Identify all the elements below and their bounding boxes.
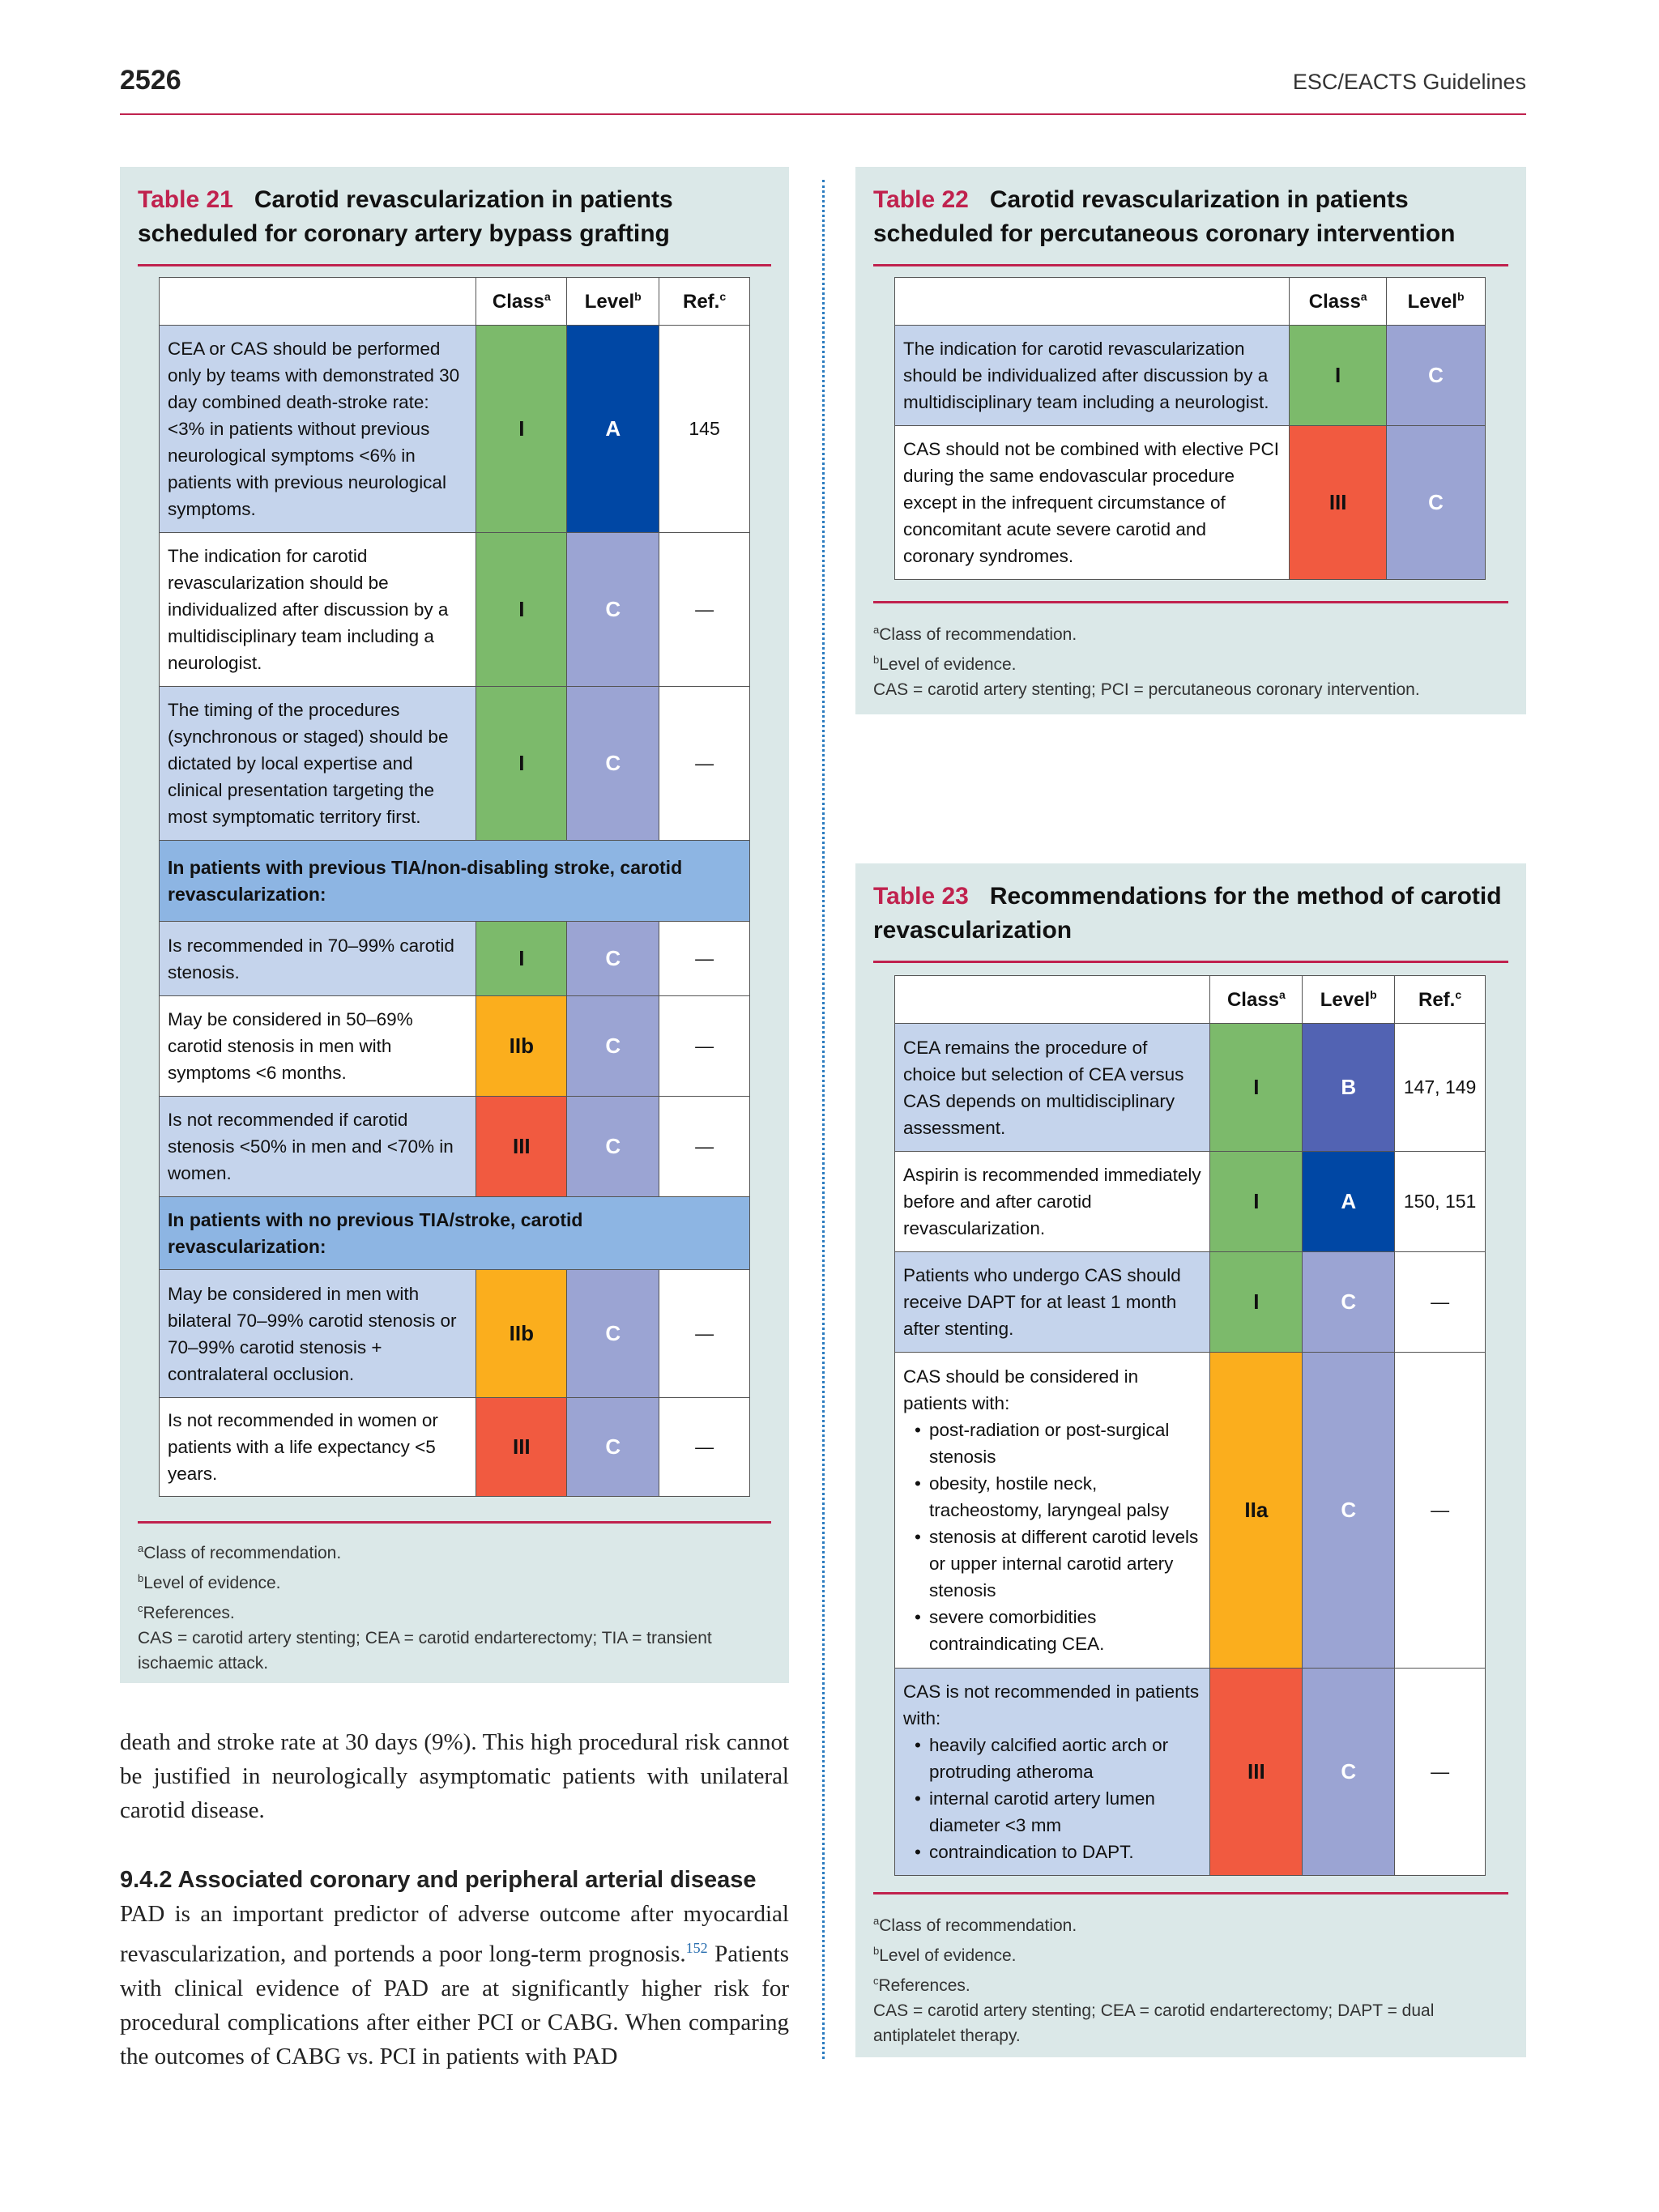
col-ref (1395, 976, 1486, 1024)
level-cell: C (567, 1097, 659, 1197)
table-row (160, 687, 750, 841)
class-cell: IIb (476, 996, 567, 1097)
level-cell: B (1303, 1024, 1395, 1152)
level-cell: C (1303, 1353, 1395, 1669)
paragraph-2-rest: Patients with clinical evidence of PAD are at significantly higher risk for procedural complications after either PCI or CABG. When comparing the outcomes of CABG vs. PCI in patients with PAD (120, 1941, 789, 2069)
row-text: The indication for carotid revascularization should be individualized after discussion by a multidisciplinary team including a neurologist. (895, 326, 1290, 426)
row-text: Is recommended in 70–99% carotid stenosis. (160, 922, 476, 996)
footnote-a-text: Class of recommendation. (143, 1544, 342, 1562)
col-class (1210, 976, 1303, 1024)
row-text: Is not recommended in women or patients with a life expectancy <5 years. (160, 1398, 476, 1497)
table-row (895, 1353, 1486, 1669)
fn-marker: a (138, 1542, 144, 1554)
section-row (160, 1197, 750, 1270)
row-lead: CAS should be considered in patients with: (903, 1366, 1139, 1413)
row-text (895, 1669, 1210, 1876)
footnote-b-text: Level of evidence. (143, 1574, 281, 1592)
list-item: • severe comorbidities contraindicating CEA. (915, 1604, 1201, 1657)
bullet-list (903, 1732, 1201, 1865)
col-level-sup: b (1370, 987, 1377, 1001)
col-class (1290, 278, 1387, 326)
table-row (160, 996, 750, 1097)
footnote-a-text: Class of recommendation. (879, 625, 1077, 644)
footnote-a (138, 1536, 771, 1566)
table-21-top-rule (138, 264, 771, 266)
ref-cell: — (659, 996, 750, 1097)
col-class-label: Class (1308, 290, 1361, 313)
ref-cell: — (1395, 1252, 1486, 1353)
class-cell: III (1290, 426, 1387, 580)
ref-cell: — (659, 1398, 750, 1497)
footnote-a (873, 617, 1508, 647)
table-header-row (895, 976, 1486, 1024)
ref-cell: 150, 151 (1395, 1152, 1486, 1252)
class-cell: I (476, 533, 567, 687)
table-21-bottom-rule (138, 1521, 771, 1524)
col-level (1387, 278, 1486, 326)
class-cell: IIa (1210, 1353, 1303, 1669)
col-ref (659, 278, 750, 326)
footnote-c-text: References. (143, 1604, 235, 1622)
table-row (160, 1097, 750, 1197)
table-row (895, 1152, 1486, 1252)
level-cell: A (1303, 1152, 1395, 1252)
section-heading: In patients with no previous TIA/stroke, carotid revascularization: (160, 1197, 750, 1270)
level-cell: C (567, 996, 659, 1097)
col-class-sup: a (1278, 987, 1286, 1001)
row-text: May be considered in 50–69% carotid stenosis in men with symptoms <6 months. (160, 996, 476, 1097)
row-text: May be considered in men with bilateral 70–99% carotid stenosis or 70–99% carotid stenosis + contralateral occlusion. (160, 1270, 476, 1398)
ref-cell: — (659, 922, 750, 996)
table-22-caption: Carotid revascularization in patients scheduled for percutaneous coronary intervention (873, 186, 1456, 247)
row-text: Is not recommended if carotid stenosis <50% in men and <70% in women. (160, 1097, 476, 1197)
class-cell: I (1210, 1152, 1303, 1252)
table-row (895, 326, 1486, 426)
class-cell: I (476, 687, 567, 841)
citation-152: 152 (685, 1940, 708, 1956)
section-heading-9-4-2: 9.4.2 Associated coronary and peripheral arterial disease (120, 1867, 757, 1893)
table-23-footnotes (873, 1908, 1508, 2048)
table-21-panel (120, 167, 789, 1683)
class-cell: III (476, 1097, 567, 1197)
row-lead: CAS is not recommended in patients with: (903, 1681, 1200, 1728)
table-row (895, 426, 1486, 580)
table-22-bottom-rule (873, 601, 1508, 603)
page-number: 2526 (120, 65, 181, 96)
level-cell: A (567, 326, 659, 533)
list-item: • stenosis at different carotid levels or upper internal carotid artery stenosis (915, 1524, 1201, 1604)
section-heading: In patients with previous TIA/non-disabling stroke, carotid revascularization: (160, 841, 750, 922)
table-22-panel (855, 167, 1526, 714)
class-cell: I (476, 922, 567, 996)
col-class-label: Class (492, 290, 544, 313)
table-22-footnotes (873, 617, 1508, 702)
ref-cell: — (1395, 1669, 1486, 1876)
journal-title: ESC/EACTS Guidelines (1292, 70, 1526, 94)
class-cell: III (476, 1398, 567, 1497)
body-paragraph-2 (120, 1897, 789, 2073)
table-row (895, 1252, 1486, 1353)
footnote-c-text: References. (878, 1976, 970, 1995)
table-21 (159, 277, 750, 1497)
table-21-footnotes (138, 1536, 771, 1676)
col-level (1303, 976, 1395, 1024)
class-cell: I (1290, 326, 1387, 426)
header-blank (895, 976, 1210, 1024)
footnote-b (138, 1566, 771, 1596)
table-header-row (895, 278, 1486, 326)
row-text (895, 1353, 1210, 1669)
fn-marker: c (138, 1602, 143, 1614)
col-class (476, 278, 567, 326)
footnote-b (873, 1938, 1508, 1968)
footnote-b (873, 647, 1508, 677)
level-cell: C (567, 922, 659, 996)
table-23-number: Table 23 (873, 883, 969, 910)
col-level-label: Level (584, 290, 635, 313)
bullet-list (903, 1417, 1201, 1657)
col-ref-sup: c (719, 289, 727, 303)
row-text: Aspirin is recommended immediately before and after carotid revascularization. (895, 1152, 1210, 1252)
table-row (160, 1270, 750, 1398)
table-21-title (138, 183, 771, 251)
col-level (567, 278, 659, 326)
col-level-sup: b (1456, 289, 1465, 303)
fn-marker: b (873, 1945, 880, 1957)
fn-marker: b (138, 1572, 144, 1584)
table-22-number: Table 22 (873, 186, 969, 213)
header-rule (120, 113, 1526, 115)
list-item: • obesity, hostile neck, tracheostomy, laryngeal palsy (915, 1470, 1201, 1524)
fn-marker: a (873, 624, 880, 636)
ref-cell: — (659, 1097, 750, 1197)
row-text: The indication for carotid revascularization should be individualized after discussion by a multidisciplinary team including a neurologist. (160, 533, 476, 687)
footnote-a (873, 1908, 1508, 1938)
table-row (895, 1669, 1486, 1876)
class-cell: I (476, 326, 567, 533)
list-item: • heavily calcified aortic arch or protruding atheroma (915, 1732, 1201, 1785)
abbreviations: CAS = carotid artery stenting; CEA = carotid endarterectomy; DAPT = dual antiplatelet therapy. (873, 2001, 1435, 2045)
list-item: • post-radiation or post-surgical stenosis (915, 1417, 1201, 1470)
level-cell: C (1387, 326, 1486, 426)
ref-cell: 147, 149 (1395, 1024, 1486, 1152)
level-cell: C (567, 1398, 659, 1497)
level-cell: C (1387, 426, 1486, 580)
table-23-bottom-rule (873, 1892, 1508, 1894)
column-divider (822, 180, 825, 2059)
col-class-label: Class (1226, 988, 1279, 1011)
col-class-sup: a (1360, 289, 1367, 303)
class-cell: IIb (476, 1270, 567, 1398)
col-ref-label: Ref. (1418, 988, 1456, 1011)
table-row (160, 1398, 750, 1497)
col-level-label: Level (1320, 988, 1371, 1011)
fn-marker: a (873, 1915, 880, 1927)
level-cell: C (567, 1270, 659, 1398)
ref-cell: — (659, 1270, 750, 1398)
abbreviations: CAS = carotid artery stenting; PCI = percutaneous coronary intervention. (873, 680, 1420, 699)
row-text: CEA remains the procedure of choice but selection of CEA versus CAS depends on multidisciplinary assessment. (895, 1024, 1210, 1152)
class-cell: III (1210, 1669, 1303, 1876)
table-23 (894, 975, 1486, 1876)
footnote-b-text: Level of evidence. (879, 1946, 1017, 1965)
class-cell: I (1210, 1024, 1303, 1152)
table-23-top-rule (873, 961, 1508, 963)
footnote-c (873, 1968, 1508, 1998)
col-ref-label: Ref. (683, 290, 720, 313)
table-row (160, 326, 750, 533)
class-cell: I (1210, 1252, 1303, 1353)
table-23-caption: Recommendations for the method of carotid revascularization (873, 883, 1502, 944)
footnote-c (138, 1596, 771, 1626)
section-row (160, 841, 750, 922)
fn-marker: c (873, 1975, 879, 1987)
row-text: CEA or CAS should be performed only by teams with demonstrated 30 day combined death-stroke rate: <3% in patients without previous neurological symptoms <6% in patients with previous neurological symptoms. (160, 326, 476, 533)
body-paragraph-1: death and stroke rate at 30 days (9%). This high procedural risk cannot be justified in neurologically asymptomatic patients with unilateral carotid disease. (120, 1729, 789, 1823)
header-blank (160, 278, 476, 326)
level-cell: C (1303, 1252, 1395, 1353)
row-text: Patients who undergo CAS should receive DAPT for at least 1 month after stenting. (895, 1252, 1210, 1353)
list-item: • contraindication to DAPT. (915, 1839, 1201, 1865)
header-blank (895, 278, 1290, 326)
table-row (895, 1024, 1486, 1152)
ref-cell: — (659, 533, 750, 687)
table-header-row (160, 278, 750, 326)
col-class-sup: a (544, 289, 551, 303)
ref-cell: — (1395, 1353, 1486, 1669)
level-cell: C (567, 533, 659, 687)
table-21-caption: Carotid revascularization in patients scheduled for coronary artery bypass grafting (138, 186, 673, 247)
abbreviations: CAS = carotid artery stenting; CEA = carotid endarterectomy; TIA = transient ischaemic attack. (138, 1629, 712, 1673)
table-22 (894, 277, 1486, 580)
col-ref-sup: c (1455, 987, 1462, 1001)
col-level-sup: b (634, 289, 642, 303)
list-item: • internal carotid artery lumen diameter <3 mm (915, 1785, 1201, 1839)
fn-marker: b (873, 654, 880, 666)
col-level-label: Level (1407, 290, 1457, 313)
ref-cell: 145 (659, 326, 750, 533)
table-row (160, 533, 750, 687)
table-22-top-rule (873, 264, 1508, 266)
footnote-b-text: Level of evidence. (879, 655, 1017, 674)
ref-cell: — (659, 687, 750, 841)
table-22-title (873, 183, 1508, 251)
table-23-panel (855, 863, 1526, 2057)
paragraph-2-lead: PAD is an important predictor of adverse outcome after myocardial revascularization, and portends a poor long-term prognosis. (120, 1901, 789, 1967)
table-23-title (873, 880, 1508, 948)
row-text: CAS should not be combined with elective PCI during the same endovascular procedure except in the infrequent circumstance of concomitant acute severe carotid and coronary syndromes. (895, 426, 1290, 580)
row-text: The timing of the procedures (synchronous or staged) should be dictated by local expertise and clinical presentation targeting the most symptomatic territory first. (160, 687, 476, 841)
level-cell: C (1303, 1669, 1395, 1876)
level-cell: C (567, 687, 659, 841)
table-21-number: Table 21 (138, 186, 233, 213)
table-row (160, 922, 750, 996)
footnote-a-text: Class of recommendation. (879, 1916, 1077, 1935)
